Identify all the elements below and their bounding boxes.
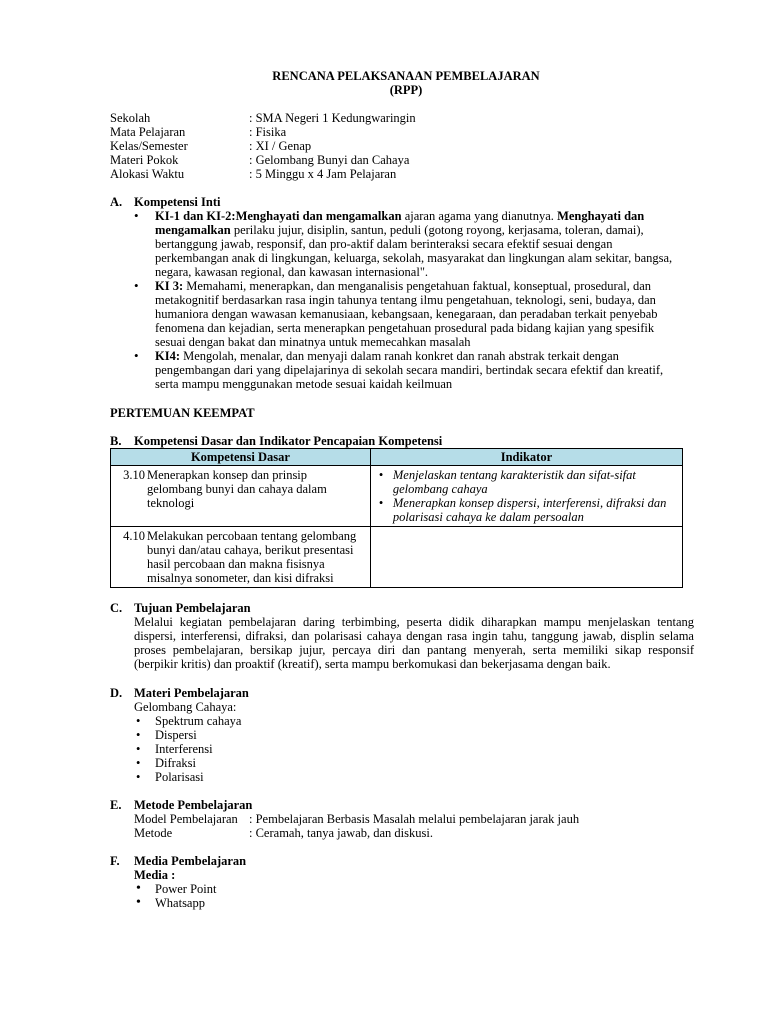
section-e-heading <box>110 798 252 812</box>
section-title: Metode Pembelajaran <box>134 798 253 812</box>
section-letter: F. <box>110 854 120 868</box>
kd-number: 3.10 <box>123 468 145 482</box>
bullet-icon: • <box>134 278 139 293</box>
method-value: : Ceramah, tanya jawab, dan diskusi. <box>249 826 433 840</box>
meta-row-kelas <box>110 139 416 153</box>
table-row <box>111 466 683 527</box>
list-item-text: Power Point <box>155 882 217 896</box>
materi-intro: Gelombang Cahaya: <box>134 700 237 714</box>
list-item-text: Polarisasi <box>155 770 204 784</box>
section-title: Kompetensi Inti <box>134 195 221 209</box>
bullet-icon: • <box>136 881 141 896</box>
ki-text: Memahami, menerapkan, dan menganalisis pengetahuan faktual, konseptual, prosedural, dan metakognitif berdasarkan rasa ingin tahunya tentang ilmu pengetahuan, teknologi, seni, budaya, dan humaniora dengan wawasan kemanusiaan, kebangsaan, kenegaraan, dan peradaban terkait penyebab fenomena dan kejadian, serta menerapkan pengetahuan prosedural pada bidang kajian yang spesifik sesuai dengan bakat dan minatnya untuk memecahkan masalah <box>155 279 658 349</box>
indicator-item <box>375 468 678 496</box>
materi-list <box>134 714 241 784</box>
section-b-heading <box>110 434 442 448</box>
indicator-text: Menjelaskan tentang karakteristik dan sifat-sifat gelombang cahaya <box>392 468 636 496</box>
media-list <box>134 882 216 910</box>
bullet-icon: • <box>136 756 141 770</box>
list-item <box>134 770 241 784</box>
section-letter: D. <box>110 686 123 700</box>
list-item <box>134 742 241 756</box>
indicator-cell-empty <box>370 527 682 588</box>
list-item-ki3 <box>134 279 686 349</box>
bullet-icon: • <box>136 895 141 910</box>
section-title: Materi Pembelajaran <box>134 686 249 700</box>
kd-cell <box>111 527 371 588</box>
section-letter: C. <box>110 601 123 615</box>
kd-text: Menerapkan konsep dan prinsip gelombang bunyi dan cahaya dalam teknologi <box>147 468 327 510</box>
method-value: : Pembelajaran Berbasis Masalah melalui pembelajaran jarak jauh <box>249 812 580 826</box>
list-item <box>134 728 241 742</box>
bullet-icon: • <box>136 728 141 742</box>
section-f-heading <box>110 854 246 868</box>
list-item <box>134 714 241 728</box>
kd-number: 4.10 <box>123 529 145 543</box>
ki-lead: KI 3: <box>155 279 184 293</box>
list-item-ki1 <box>134 209 686 279</box>
bullet-icon: • <box>134 348 139 363</box>
meta-value: : Gelombang Bunyi dan Cahaya <box>249 153 410 167</box>
meta-label: Alokasi Waktu <box>110 167 185 181</box>
ki-text: ajaran agama yang dianutnya. <box>401 209 558 223</box>
method-block <box>134 812 579 840</box>
meta-value: : 5 Minggu x 4 Jam Pelajaran <box>249 167 397 181</box>
column-header-kd: Kompetensi Dasar <box>111 449 371 466</box>
list-item-ki4 <box>134 349 686 391</box>
ki-lead: KI4: <box>155 349 180 363</box>
document-subtitle: (RPP) <box>389 83 423 97</box>
list-item-text: Difraksi <box>155 756 196 770</box>
section-title: Media Pembelajaran <box>134 854 247 868</box>
meta-value: : SMA Negeri 1 Kedungwaringin <box>249 111 416 125</box>
section-letter: A. <box>110 195 123 209</box>
meta-row-alokasi <box>110 167 416 181</box>
bullet-icon: • <box>134 208 139 223</box>
meta-label: Mata Pelajaran <box>110 125 186 139</box>
table-row <box>111 527 683 588</box>
bullet-icon: • <box>136 714 141 728</box>
ki-text: perilaku jujur, disiplin, santun, peduli (gotong royong, kerjasama, toleran, damai), bertanggung jawab, responsif, dan pro-aktif dalam berinteraksi secara efektif sesuai dengan perkembangan anak di lingkungan, keluarga, sekolah, masyarakat dan lingkungan alam sekitar, bangsa, negara, kawasan regional, dan kawasan internasional". <box>155 223 673 279</box>
section-title: Kompetensi Dasar dan Indikator Pencapaian Kompetensi <box>134 434 443 448</box>
bullet-icon: • <box>136 770 141 784</box>
list-item-text: Dispersi <box>155 728 197 742</box>
meta-label: Materi Pokok <box>110 153 179 167</box>
section-d-heading <box>110 686 249 700</box>
kd-text: Melakukan percobaan tentang gelombang bunyi dan/atau cahaya, berikut presentasi hasil percobaan dan makna fisisnya misalnya sonometer, dan kisi difraksi <box>147 529 357 585</box>
list-item-text: Whatsapp <box>155 896 205 910</box>
section-c-heading <box>110 601 251 615</box>
indicator-text: Menerapkan konsep dispersi, interferensi, difraksi dan polarisasi cahaya ke dalam persoalan <box>392 496 667 524</box>
section-letter: B. <box>110 434 122 448</box>
list-item-text: Spektrum cahaya <box>155 714 242 728</box>
kompetensi-inti-list <box>134 209 686 391</box>
list-item <box>134 756 241 770</box>
indicator-cell <box>370 466 682 527</box>
bullet-icon: • <box>136 742 141 756</box>
ki-text: Mengolah, menalar, dan menyaji dalam ranah konkret dan ranah abstrak terkait dengan pengembangan dari yang dipelajarinya di sekolah secara mandiri, bertindak secara efektif dan kreatif, serta mampu menggunakan metode sesuai kaidah keilmuan <box>155 349 664 391</box>
media-subheading: Media : <box>134 868 176 882</box>
ki-bold: Menghayati dan mengamalkan <box>155 209 645 237</box>
method-label: Model Pembelajaran <box>134 812 238 826</box>
table-header-row <box>111 449 683 466</box>
section-letter: E. <box>110 798 122 812</box>
meta-value: : Fisika <box>249 125 287 139</box>
document-title: RENCANA PELAKSANAAN PEMBELAJARAN <box>272 69 540 83</box>
list-item-text: Interferensi <box>155 742 213 756</box>
method-row <box>134 812 579 826</box>
meta-row-materi <box>110 153 416 167</box>
bullet-icon: • <box>378 468 384 482</box>
section-a-heading <box>110 195 220 209</box>
bullet-icon: • <box>378 496 384 510</box>
meta-row-sekolah <box>110 111 416 125</box>
indicator-item <box>375 496 678 524</box>
meta-value: : XI / Genap <box>249 139 312 153</box>
list-item <box>134 896 216 910</box>
identity-block <box>110 111 416 181</box>
competency-table <box>110 448 683 588</box>
method-row <box>134 826 579 840</box>
meta-label: Kelas/Semester <box>110 139 188 153</box>
ki-lead: KI-1 dan KI-2:Menghayati dan mengamalkan <box>155 209 402 223</box>
meta-row-mapel <box>110 125 416 139</box>
method-label: Metode <box>134 826 173 840</box>
objective-paragraph: Melalui kegiatan pembelajaran daring terbimbing, peserta didik diharapkan mampu menjelaskan tentang dispersi, interferensi, difraksi, dan polarisasi cahaya dengan rasa ingin tahu, tanggung jawab, displin selama proses pembelajaran, bersikap jujur, percaya diri dan pantang menyerah, serta memiliki sikap responsif (berpikir kritis) dan proaktif (kreatif), serta mampu berkomukasi dan bekerjasama dengan baik. <box>134 615 694 671</box>
section-title: Tujuan Pembelajaran <box>134 601 251 615</box>
list-item <box>134 882 216 896</box>
kd-cell <box>111 466 371 527</box>
meta-label: Sekolah <box>110 111 151 125</box>
meeting-heading: PERTEMUAN KEEMPAT <box>110 406 255 420</box>
column-header-indikator: Indikator <box>370 449 682 466</box>
